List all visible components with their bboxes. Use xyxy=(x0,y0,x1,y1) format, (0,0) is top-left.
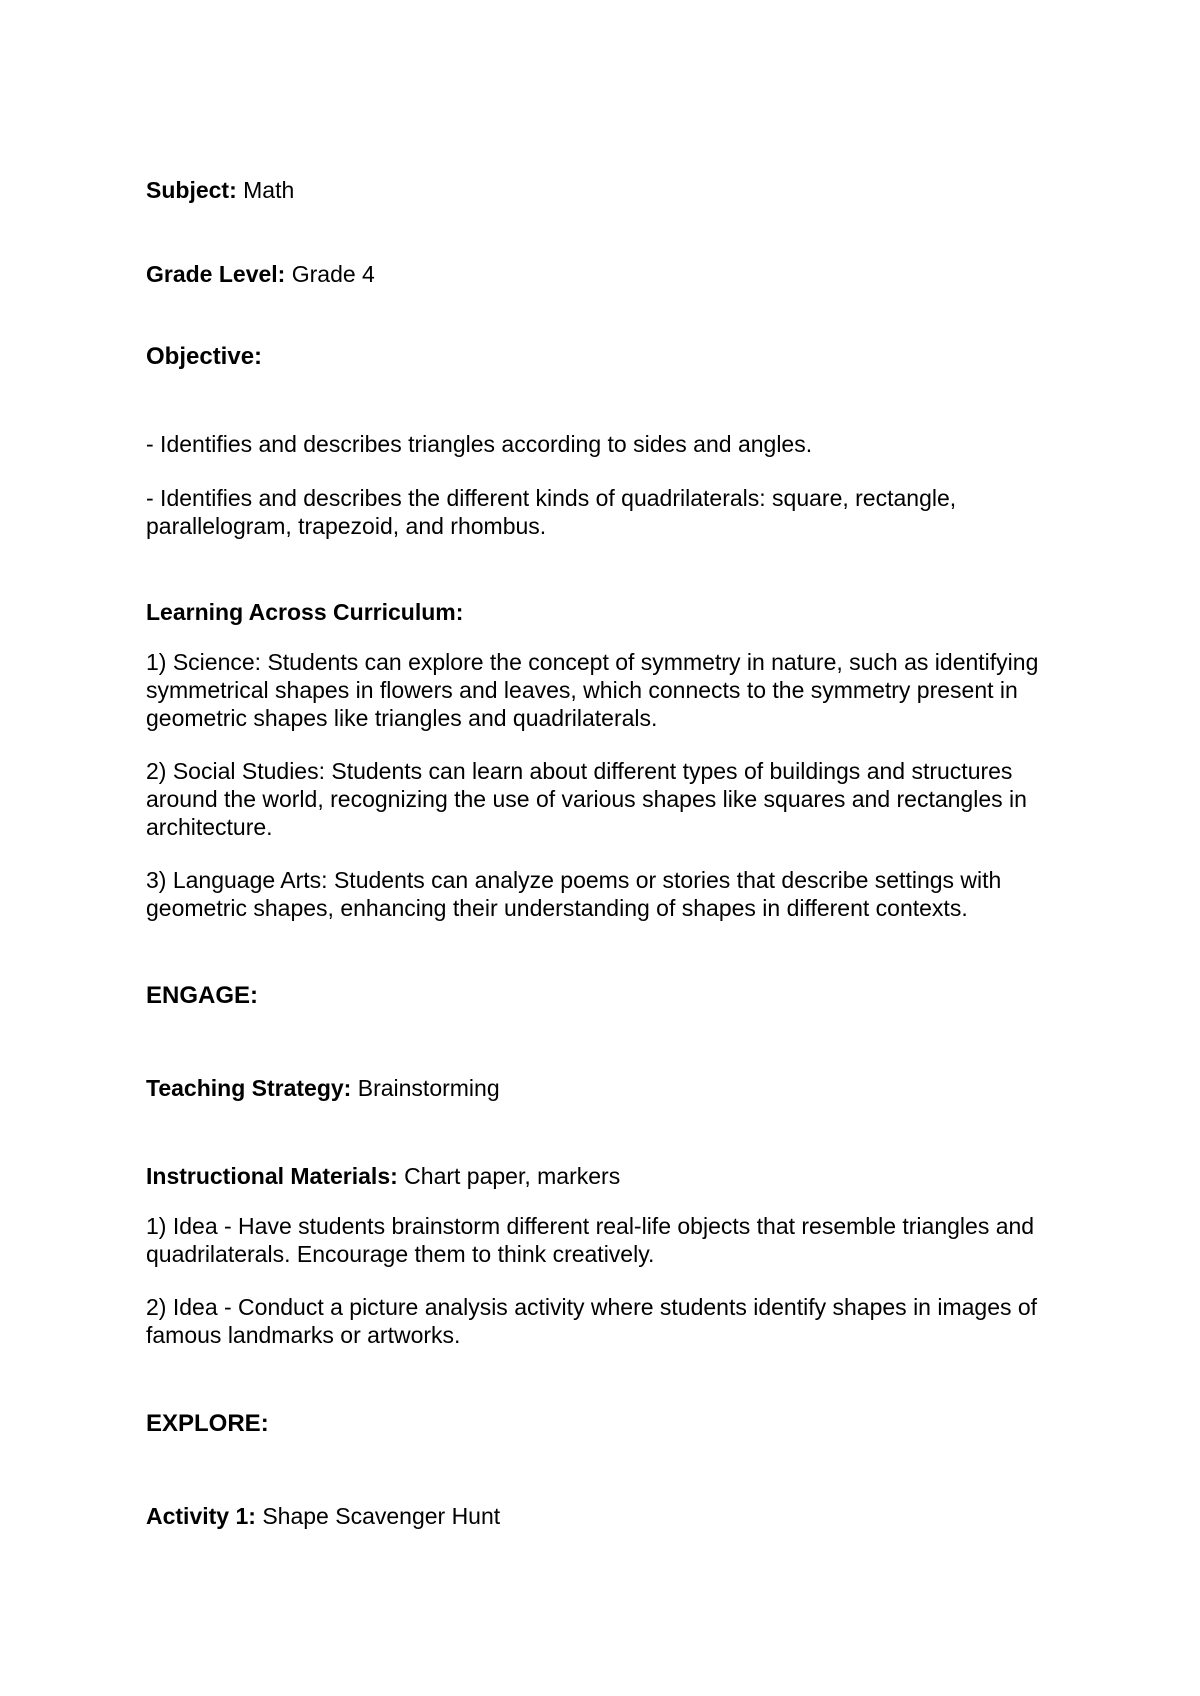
activity-1-value: Shape Scavenger Hunt xyxy=(255,1503,501,1529)
engage-heading: ENGAGE: xyxy=(146,982,259,1009)
grade-level-value: Grade 4 xyxy=(285,261,375,287)
teaching-strategy-line xyxy=(146,1074,500,1102)
curriculum-item-science: 1) Science: Students can explore the concept of symmetry in nature, such as identifying symmetrical shapes in flowers and leaves, which connects to the symmetry present in geometric shapes like triangles and quadrilaterals. xyxy=(146,649,1039,731)
curriculum-item-social-studies: 2) Social Studies: Students can learn about different types of buildings and structures around the world, recognizing the use of various shapes like squares and rectangles in architecture. xyxy=(146,758,1027,840)
teaching-strategy-value: Brainstorming xyxy=(351,1075,500,1101)
subject-line xyxy=(146,176,294,204)
grade-level-line xyxy=(146,260,375,288)
instructional-materials-line xyxy=(146,1162,620,1190)
activity-1-label: Activity 1: xyxy=(146,1503,256,1529)
subject-label: Subject: xyxy=(146,177,237,203)
activity-1-line xyxy=(146,1502,500,1530)
subject-value: Math xyxy=(236,177,295,203)
objective-heading: Objective: xyxy=(146,343,263,370)
explore-heading: EXPLORE: xyxy=(146,1410,269,1437)
instructional-materials-value: Chart paper, markers xyxy=(397,1163,621,1189)
engage-idea-1: 1) Idea - Have students brainstorm different real-life objects that resemble triangles and quadrilaterals. Encourage them to think creatively. xyxy=(146,1213,1035,1267)
grade-level-label: Grade Level: xyxy=(146,261,286,287)
engage-idea-2: 2) Idea - Conduct a picture analysis activity where students identify shapes in images of famous landmarks or artworks. xyxy=(146,1294,1038,1348)
learning-across-curriculum-heading: Learning Across Curriculum: xyxy=(146,599,464,625)
curriculum-item-language-arts: 3) Language Arts: Students can analyze poems or stories that describe settings with geometric shapes, enhancing their understanding of shapes in different contexts. xyxy=(146,867,1002,921)
objective-item-2: - Identifies and describes the different kinds of quadrilaterals: square, rectangle, parallelogram, trapezoid, and rhombus. xyxy=(146,485,957,539)
objective-item-1: - Identifies and describes triangles according to sides and angles. xyxy=(146,431,813,457)
instructional-materials-label: Instructional Materials: xyxy=(146,1163,398,1189)
teaching-strategy-label: Teaching Strategy: xyxy=(146,1075,352,1101)
